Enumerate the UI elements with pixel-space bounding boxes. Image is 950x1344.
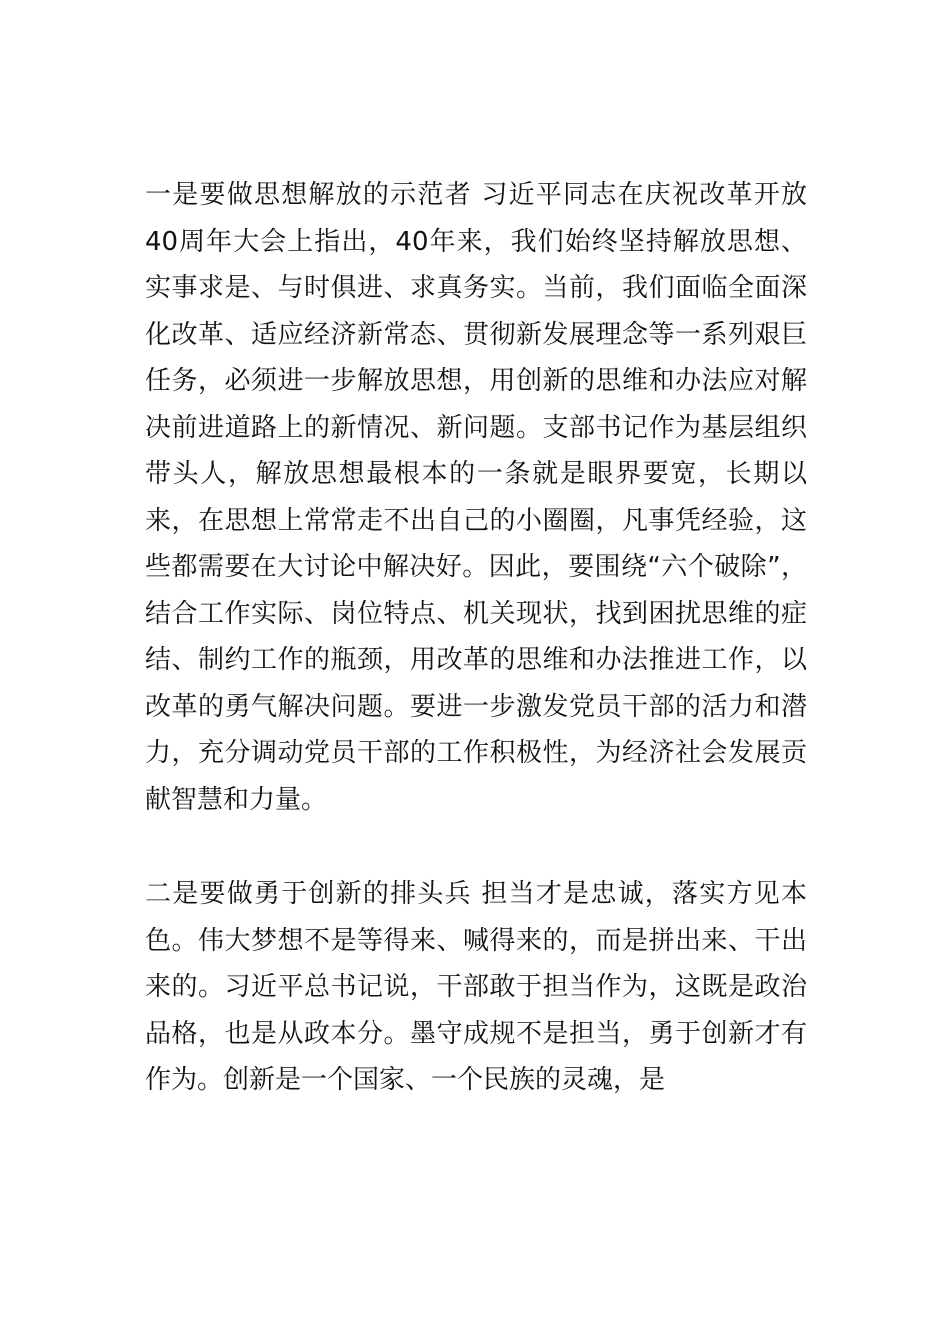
paragraph-2-body: 担当才是忠诚，落实方见本色。伟大梦想不是等得来、喊得来的，而是拼出来、干出来的。习近平总书记说，干部敢于担当作为，这既是政治品格，也是从政本分。墨守成规不是担当，勇于创新才有作为。创新是一个国家、一个民族的灵魂，是 bbox=[145, 879, 807, 1095]
paragraph-2 bbox=[145, 871, 807, 1104]
paragraph-1 bbox=[145, 172, 807, 823]
paragraph-1-lead: 一是要做思想解放的示范者 bbox=[145, 180, 472, 210]
paragraph-1-body: 习近平同志在庆祝改革开放40周年大会上指出，40年来，我们始终坚持解放思想、实事求是、与时俱进、求真务实。当前，我们面临全面深化改革、适应经济新常态、贯彻新发展理念等一系列艰巨任务，必须进一步解放思想，用创新的思维和办法应对解决前进道路上的新情况、新问题。支部书记作为基层组织带头人，解放思想最根本的一条就是眼界要宽，长期以来，在思想上常常走不出自己的小圈圈，凡事凭经验，这些都需要在大讨论中解决好。因此，要围绕“六个破除”，结合工作实际、岗位特点、机关现状，找到困扰思维的症结、制约工作的瓶颈，用改革的思维和办法推进工作，以改革的勇气解决问题。要进一步激发党员干部的活力和潜力，充分调动党员干部的工作积极性，为经济社会发展贡献智慧和力量。 bbox=[145, 180, 807, 815]
paragraph-2-lead: 二是要做勇于创新的排头兵 bbox=[145, 879, 472, 909]
document-body bbox=[145, 172, 807, 1104]
